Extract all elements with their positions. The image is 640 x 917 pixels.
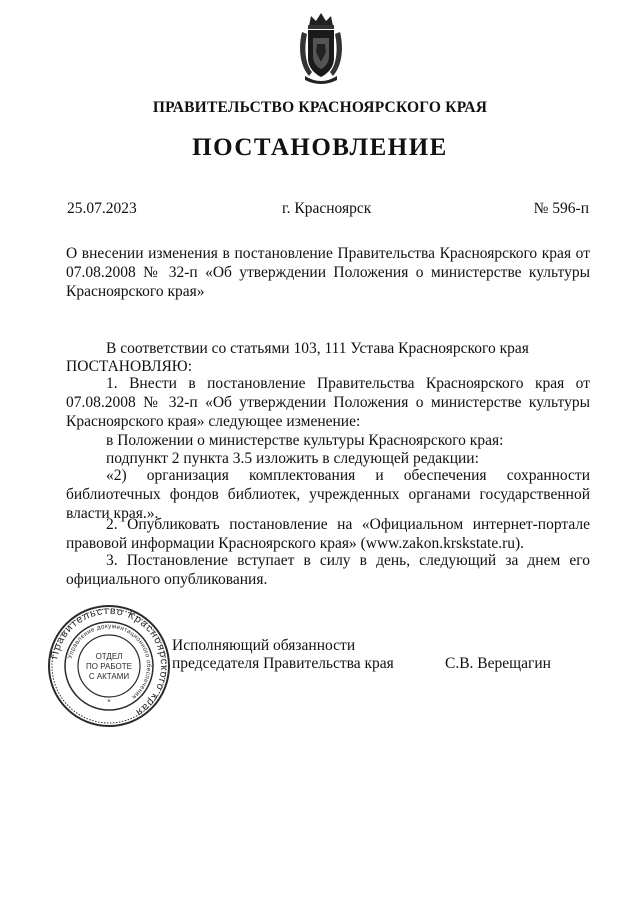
- item-1-amendment-line: в Положении о министерстве культуры Красноярского края:: [106, 432, 504, 449]
- signatory-position-line-2: председателя Правительства края: [172, 655, 394, 672]
- item-2-text: 2. Опубликовать постановление на «Официальном интернет-портале правовой информации Красноярского края» (www.zakon.krskstate.ru).: [66, 516, 590, 552]
- government-title: ПРАВИТЕЛЬСТВО КРАСНОЯРСКОГО КРАЯ: [152, 99, 488, 116]
- coat-of-arms-emblem: [299, 10, 343, 86]
- document-number: № 596-п: [533, 200, 589, 217]
- document-subject: О внесении изменения в постановление Правительства Красноярского края от 07.08.2008 № 32-п «Об утверждении Положения о министерстве культуры Красноярского края»: [66, 245, 590, 300]
- preamble-text: В соответствии со статьями 103, 111 Устава Красноярского края: [106, 340, 529, 357]
- signatory-position-line-1: Исполняющий обязанности: [172, 637, 356, 654]
- stamp-outer-text: Правительство Красноярского края: [48, 604, 171, 720]
- item-1-subparagraph-line: подпункт 2 пункта 3.5 изложить в следующей редакции:: [106, 450, 479, 467]
- item-1-quoted-text: «2) организация комплектования и обеспечения сохранности библиотечных фондов библиотек, учрежденных органами государственной власти края.».: [66, 467, 590, 522]
- document-type-title: ПОСТАНОВЛЕНИЕ: [192, 134, 448, 161]
- resolve-heading: ПОСТАНОВЛЯЮ:: [66, 358, 193, 375]
- signatory-name: С.В. Верещагин: [445, 655, 551, 672]
- document-city: г. Красноярск: [282, 200, 372, 217]
- stamp-star-icon: *: [107, 698, 111, 706]
- document-date: 25.07.2023: [67, 200, 137, 217]
- stamp-center-line-3: С АКТАМИ: [88, 672, 130, 681]
- stamp-inner-text: Управление документационного обеспечения: [66, 622, 153, 701]
- stamp-center-line-1: ОТДЕЛ: [95, 652, 123, 661]
- stamp-center-line-2: ПО РАБОТЕ: [86, 662, 132, 671]
- item-1-text: 1. Внести в постановление Правительства Красноярского края от 07.08.2008 № 32-п «Об утверждении Положения о министерстве культуры Красноярского края» следующее изменение:: [66, 375, 590, 430]
- item-3-text: 3. Постановление вступает в силу в день, следующий за днем его официального опубликования.: [66, 552, 590, 588]
- official-stamp: [47, 604, 171, 728]
